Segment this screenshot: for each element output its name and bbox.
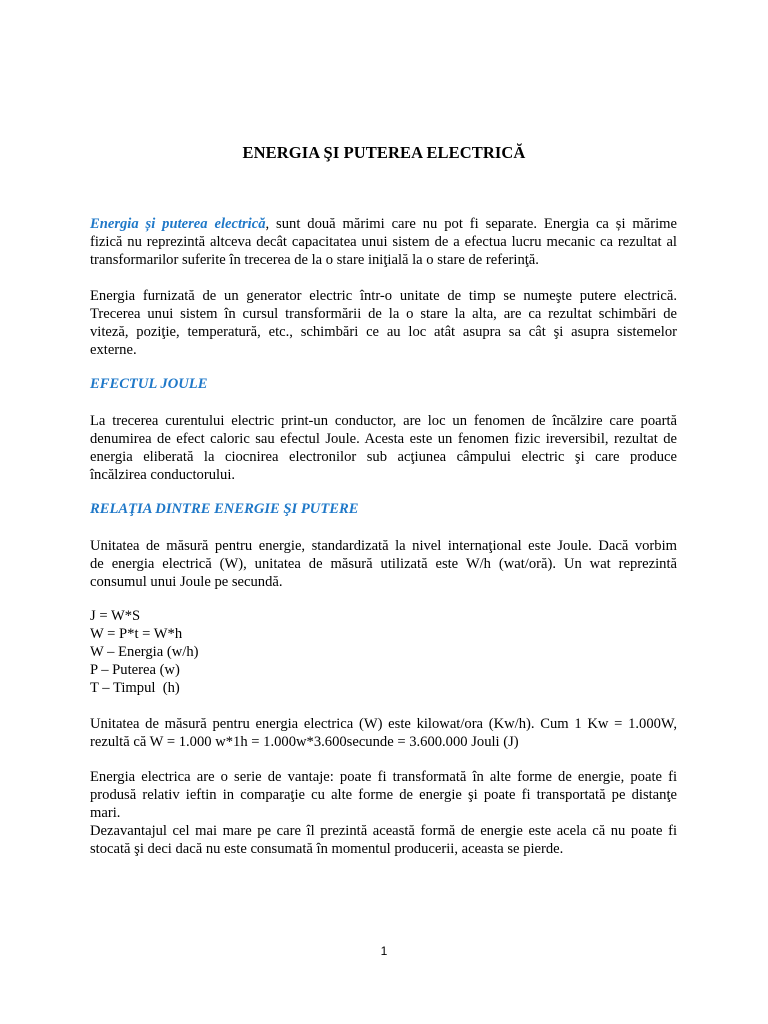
paragraph-line: mari. [90,805,121,821]
section-heading-joule: EFECTUL JOULE [90,376,208,392]
paragraph-line: fizică nu reprezintă altceva decât capacitatea unui sistem de a efectua lucru mecanic ca rezultat al [90,234,677,250]
paragraph-line [90,215,677,233]
paragraph-line: externe. [90,342,137,358]
paragraph-intro [90,215,677,269]
formula-line: J = W*S [90,608,141,624]
paragraph-units [90,537,677,591]
paragraph-line: energia eliberată la ciocnirea electronilor sub acţiunea câmpului electric şi care produce [90,449,677,465]
paragraph-line: viteză, poziţie, temperatură, etc., schimbări ce au loc atât asupra sa cât şi asupra sistemelor [90,324,677,340]
page-number: 1 [380,944,388,958]
formula-list [90,607,198,697]
intro-lead: Energia și puterea electrică [90,216,266,232]
paragraph-line: Dezavantajul cel mai mare pe care îl prezintă această formă de energie este acela că nu poate fi [90,823,677,839]
paragraph-joule [90,412,677,484]
paragraph-line: La trecerea curentului electric print-un conductor, are loc un fenomen de încălzire care poartă [90,413,677,429]
formula-line: W – Energia (w/h) [90,644,199,660]
page-title: ENERGIA ŞI PUTEREA ELECTRICĂ [242,143,526,162]
paragraph-line: Energia electrica are o serie de vantaje: poate fi transformată în alte forme de energie, poate fi [90,769,677,785]
paragraph-line: Unitatea de măsură pentru energie, standardizată la nivel internaţional este Joule. Dacă vorbim [90,538,677,554]
paragraph-line: produsă relativ ieftin in comparaţie cu alte forme de energie şi poate fi transportată pe distanţe [90,787,677,803]
formula-line: W = P*t = W*h [90,626,183,642]
paragraph-line: Energia furnizată de un generator electric într-o unitate de timp se numeşte putere electrică. [90,288,677,304]
paragraph-line: rezultă că W = 1.000 w*1h = 1.000w*3.600secunde = 3.600.000 Jouli (J) [90,734,519,750]
paragraph-line: consumul unui Joule pe secundă. [90,574,283,590]
paragraph-advantages [90,768,677,858]
paragraph-line: stocată şi deci dacă nu este consumată în momentul producerii, aceasta se pierde. [90,841,564,857]
paragraph-line: transformarilor suferite în trecerea de la o stare iniţială la o stare de referinţă. [90,252,539,268]
paragraph-line: încălzirea conductorului. [90,467,236,483]
formula-line: P – Puterea (w) [90,662,180,678]
paragraph-line: Trecerea unui sistem în cursul transformării de la o stare la alta, are ca rezultat schimbări de [90,306,677,322]
paragraph-power [90,287,677,359]
section-heading-relation: RELAŢIA DINTRE ENERGIE ŞI PUTERE [90,501,359,517]
formula-line: T – Timpul (h) [90,680,180,696]
paragraph-line: Unitatea de măsură pentru energia electrica (W) este kilowat/ora (Kw/h). Cum 1 Kw = 1.000W, [90,716,677,732]
paragraph-line: denumirea de efect caloric sau efectul Joule. Acesta este un fenomen fizic ireversibil, rezultat de [90,431,677,447]
intro-text: , sunt două mărimi care nu pot fi separate. Energia ca și mărime [265,216,677,232]
paragraph-line: de energia electrică (W), unitatea de măsură utilizată este W/h (wat/oră). Un wat reprezintă [90,556,677,572]
paragraph-kilowatt [90,715,677,751]
